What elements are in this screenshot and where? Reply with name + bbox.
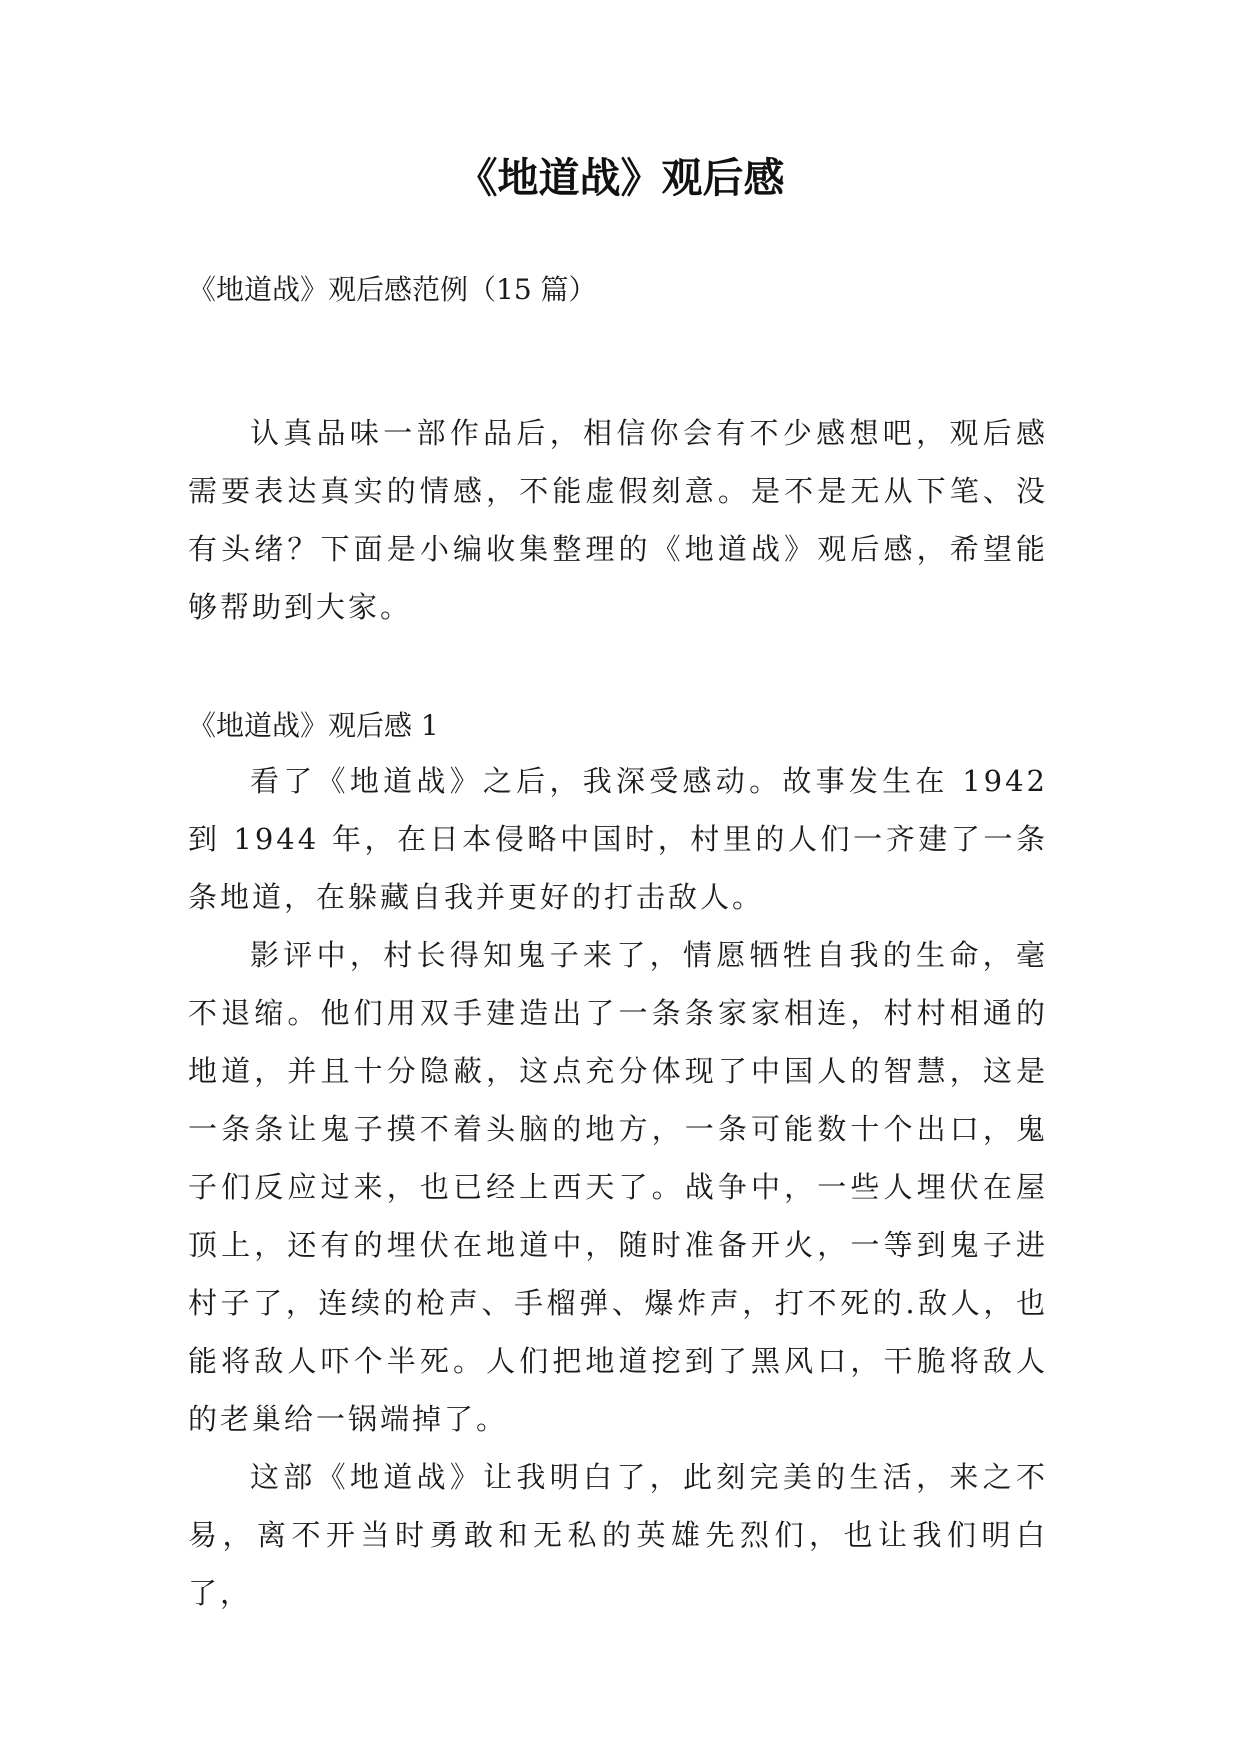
section-heading: 《地道战》观后感 1: [188, 709, 439, 742]
paragraph-2: 影评中，村长得知鬼子来了，情愿牺牲自我的生命，毫不退缩。他们用双手建造出了一条条家家相连，村村相通的地道，并且十分隐蔽，这点充分体现了中国人的智慧，这是一条条让鬼子摸不着头脑的地方，一条可能数十个出口，鬼子们反应过来，也已经上西天了。战争中，一些人埋伏在屋顶上，还有的埋伏在地道中，随时准备开火，一等到鬼子进村子了，连续的枪声、手榴弹、爆炸声，打不死的.敌人，也能将敌人吓个半死。人们把地道挖到了黑风口，干脆将敌人的老巢给一锅端掉了。: [188, 938, 1048, 1436]
article-body: [188, 752, 1048, 1622]
document-title: 《地道战》观后感: [456, 154, 785, 202]
intro-paragraph: 认真品味一部作品后，相信你会有不少感想吧，观后感需要表达真实的情感，不能虚假刻意。是不是无从下笔、没有头绪？下面是小编收集整理的《地道战》观后感，希望能够帮助到大家。: [188, 416, 1048, 624]
intro-section: [188, 404, 1048, 636]
paragraph-1: 看了《地道战》之后，我深受感动。故事发生在 1942 到 1944 年，在日本侵略中国时，村里的人们一齐建了一条条地道，在躲藏自我并更好的打击敌人。: [188, 764, 1048, 914]
paragraph-3: 这部《地道战》让我明白了，此刻完美的生活，来之不易，离不开当时勇敢和无私的英雄先烈们，也让我们明白了，: [188, 1460, 1048, 1610]
document-subtitle: 《地道战》观后感范例（15 篇）: [188, 273, 597, 306]
